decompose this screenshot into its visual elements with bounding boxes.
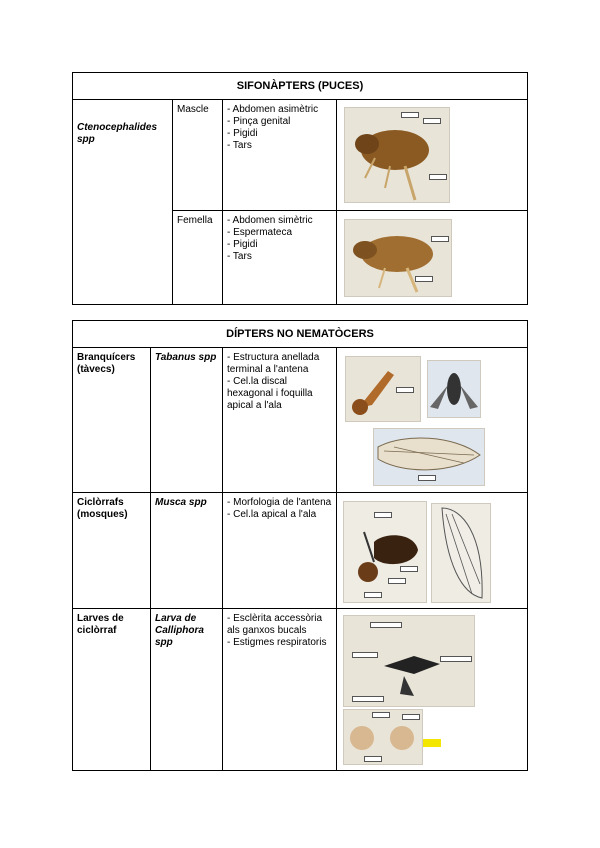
larva-spiracles-photo [343, 709, 423, 765]
feature-item: - Estigmes respiratoris [227, 637, 327, 648]
features-cell [223, 211, 337, 305]
feature-item: - Cel.la discal hexagonal i foquilla apical a l'ala [227, 376, 313, 411]
photo-label [431, 236, 449, 242]
feature-item: - Abdomen asimètric [227, 104, 319, 115]
fleas-table-title: SIFONÀPTERS (PUCES) [73, 73, 528, 100]
photo-label [372, 712, 390, 718]
photo-label [370, 622, 402, 628]
features-cell [223, 100, 337, 211]
wing-illustration [432, 504, 490, 602]
tabanus-fly-photo [427, 360, 481, 418]
features-cell [223, 493, 337, 609]
species-cell: Tabanus spp [151, 348, 223, 493]
musca-image-cell [337, 493, 528, 609]
tabanus-antenna-photo [345, 356, 421, 422]
photo-label [400, 566, 418, 572]
tabanus-wing-photo [373, 428, 485, 486]
larva-mouthparts-photo [343, 615, 475, 707]
group-cell: Branquícers (tàvecs) [73, 348, 151, 493]
photo-label [440, 656, 472, 662]
species-cell: Musca spp [151, 493, 223, 609]
photo-label [402, 714, 420, 720]
group-cell: Larves de ciclòrraf [73, 609, 151, 771]
photo-label [415, 276, 433, 282]
feature-item: - Abdomen simètric [227, 215, 313, 226]
fly-illustration [428, 361, 480, 417]
feature-item: - Estructura anellada terminal a l'antena [227, 352, 320, 375]
feature-item: - Cel.la apical a l'ala [227, 509, 317, 520]
musca-head-photo [343, 501, 427, 603]
species-label: Ctenocephalides spp [77, 122, 158, 145]
diptera-table-title: DÍPTERS NO NEMATÒCERS [73, 321, 528, 348]
species-cell: Larva de Calliphora spp [151, 609, 223, 771]
female-flea-image-cell [337, 211, 528, 305]
feature-item: - Tars [227, 251, 252, 262]
female-flea-photo [344, 219, 452, 297]
diptera-table [72, 320, 528, 771]
features-cell [223, 609, 337, 771]
photo-label [352, 652, 378, 658]
species-name [73, 100, 173, 305]
feature-item: - Espermateca [227, 227, 293, 238]
male-flea-photo [344, 107, 450, 203]
feature-item: - Pinça genital [227, 116, 291, 127]
photo-label [423, 118, 441, 124]
photo-label [374, 512, 392, 518]
photo-label [364, 756, 382, 762]
larva-image-cell [337, 609, 528, 771]
photo-label [418, 475, 436, 481]
tabanus-image-cell [337, 348, 528, 493]
fleas-table [72, 72, 528, 305]
features-cell [223, 348, 337, 493]
photo-label [388, 578, 406, 584]
photo-label [352, 696, 384, 702]
male-flea-image-cell [337, 100, 528, 211]
feature-item: - Tars [227, 140, 252, 151]
highlight-label [423, 739, 441, 747]
sex-cell: Femella [173, 211, 223, 305]
feature-item: - Morfologia de l'antena [227, 497, 332, 508]
photo-label [364, 592, 382, 598]
feature-item: - Pigidi [227, 128, 258, 139]
feature-item: - Pigidi [227, 239, 258, 250]
feature-item: - Esclèrita accessòria als ganxos bucals [227, 613, 323, 636]
sex-cell: Mascle [173, 100, 223, 211]
photo-label [396, 387, 414, 393]
musca-wing-photo [431, 503, 491, 603]
group-cell: Ciclòrrafs (mosques) [73, 493, 151, 609]
photo-label [429, 174, 447, 180]
photo-label [401, 112, 419, 118]
flea-illustration [345, 220, 451, 296]
